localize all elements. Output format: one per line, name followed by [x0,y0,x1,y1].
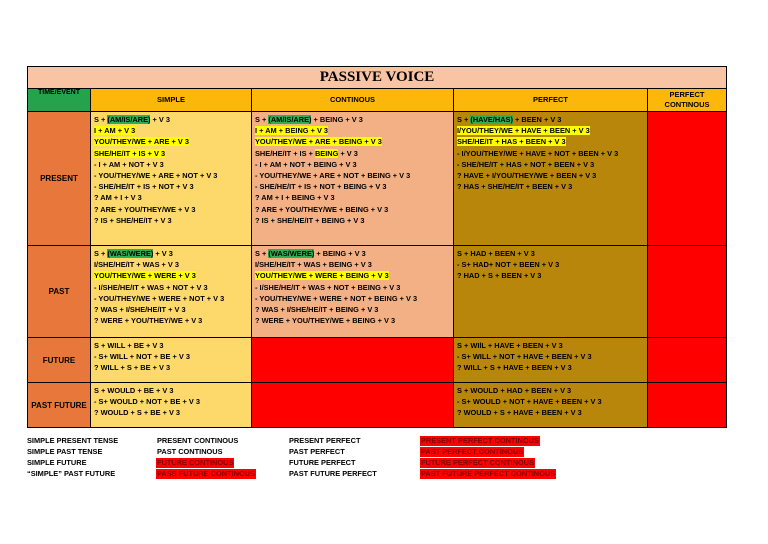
legend-item-red: PRESENT PERFECT CONTINOUS [421,436,539,445]
formula-segment: SHE/HE/IT + HAS + BEEN + V 3 [457,137,566,147]
formula-segment: ? HAD + S + BEEN + V 3 [457,271,542,281]
formula-line [457,136,644,147]
formula-line [94,270,248,281]
cell-past-future-simple [91,383,252,428]
formula-line [457,340,644,351]
formula-line [94,159,248,170]
formula-segment: (HAVE/HAS) [470,115,513,124]
formula-segment: - I/YOU/THEY/WE + HAVE + NOT + BEEN + V 3 [457,148,619,158]
formula-line [255,304,450,315]
header-simple: SIMPLE [91,89,252,112]
formula-segment: S + [457,115,471,124]
formula-segment: - I + AM + NOT + BEING + V 3 [255,159,357,169]
formula-segment: - SHE/HE/IT + IS + NOT + V 3 [94,182,194,192]
formula-line [255,148,450,159]
formula-line [94,362,248,373]
formula-segment: - YOU/THEY/WE + WERE + NOT + BEING + V 3 [255,293,418,303]
formula-line [94,396,248,407]
formula-segment: YOU/THEY/WE + WERE + BEING + V 3 [255,271,389,281]
formula-segment: I + AM + BEING + V 3 [255,126,329,136]
cell-future-continous [252,338,454,383]
cell-future-simple [91,338,252,383]
formula-line [255,293,450,304]
formula-line [94,136,248,147]
cell-past-simple [91,246,252,338]
formula-segment: - S+ WOULD + NOT + HAVE + BEEN + V 3 [457,397,602,407]
formula-segment: ? HAVE + I/YOU/THEY/WE + BEEN + V 3 [457,171,597,181]
legend-item: SIMPLE PAST TENSE [27,447,103,456]
formula-segment: ? IS + SHE/HE/IT + BEING + V 3 [255,215,365,225]
formula-line [94,170,248,181]
formula-line [94,148,248,159]
legend-item-red: FUTURE PERFECT CONTINOUS [421,458,534,467]
formula-segment: - YOU/THEY/WE + ARE + NOT + BEING + V 3 [255,171,411,181]
formula-segment: - I/SHE/HE/IT + WAS + NOT + V 3 [94,282,208,292]
row-label-present: PRESENT [28,112,91,246]
formula-segment: SHE/HE/IT + IS + V 3 [94,148,166,158]
formula-segment: SHE/HE/IT + IS + [255,148,315,158]
formula-line [94,114,248,125]
formula-line [94,192,248,203]
formula-line [255,170,450,181]
formula-segment: S + WOULD + BE + V 3 [94,386,174,395]
formula-segment: ? WERE + YOU/THEY/WE + BEING + V 3 [255,316,396,326]
formula-segment: I/YOU/THEY/WE + HAVE + BEEN + V 3 [457,126,590,136]
formula-line [94,204,248,215]
legend-item-red: PASS FUTURE CONTINOUS [157,469,255,478]
formula-line [94,215,248,226]
cell-past-future-perfect-continous [648,383,727,428]
formula-segment: ? WILL + S + BE + V 3 [94,363,171,373]
formula-segment: S + [94,115,108,124]
legend-item: PRESENT CONTINOUS [157,436,239,445]
formula-segment: + BEING + V 3 [314,249,366,258]
header-perfect: PERFECT [454,89,648,112]
formula-line [94,315,248,326]
formula-segment: S + WOULD + HAD + BEEN + V 3 [457,386,572,395]
legend-item: PAST PERFECT [289,447,345,456]
formula-line [94,293,248,304]
formula-segment: ? WERE + YOU/THEY/WE + V 3 [94,316,203,326]
cell-past-continous [252,246,454,338]
formula-line [255,192,450,203]
formula-segment: ? ARE + YOU/THEY/WE + V 3 [94,204,196,214]
formula-segment: YOU/THEY/WE + ARE + V 3 [94,137,190,147]
legend-item: FUTURE PERFECT [289,458,356,467]
legend-item: SIMPLE FUTURE [27,458,87,467]
formula-line [457,396,644,407]
formula-segment: - S+ WILL + NOT + HAVE + BEEN + V 3 [457,352,592,362]
formula-segment: ? IS + SHE/HE/IT + V 3 [94,215,172,225]
formula-segment: (WAS/WERE) [107,249,154,258]
legend-item-red: PAST FUTURE PERFECT CONTINOUS [421,469,556,478]
formula-segment: I/SHE/HE/IT + WAS + BEING + V 3 [255,260,372,270]
legend-item-red: FUTURE CONTINOUS [157,458,234,467]
legend-item: PAST FUTURE PERFECT [289,469,377,478]
formula-segment: S + [94,249,108,258]
formula-line [255,259,450,270]
row-label-future: FUTURE [28,338,91,383]
formula-segment: + V 3 [153,249,173,258]
formula-line [457,181,644,192]
cell-present-continous [252,112,454,246]
formula-line [457,385,644,396]
formula-segment: (AM/IS/ARE) [107,115,151,124]
header-perfect-continous: PERFECT CONTINOUS [648,89,727,112]
tense-legend [27,436,726,482]
formula-line [255,125,450,136]
formula-line [94,181,248,192]
row-label-past: PAST [28,246,91,338]
formula-line [255,215,450,226]
row-label-past-future: PAST FUTURE [28,383,91,428]
formula-segment: (AM/IS/ARE) [268,115,312,124]
formula-line [94,248,248,259]
formula-segment: - YOU/THEY/WE + WERE + NOT + V 3 [94,293,225,303]
cell-present-simple [91,112,252,246]
cell-present-perfect-continous [648,112,727,246]
formula-line [255,181,450,192]
formula-line [457,351,644,362]
formula-segment: I + AM + V 3 [94,126,136,136]
formula-line [457,270,644,281]
formula-segment: BEING [314,148,339,158]
cell-present-perfect [454,112,648,246]
formula-segment: - S+ WOULD + NOT + BE + V 3 [94,397,200,407]
formula-line [457,125,644,136]
formula-segment: S + [255,249,269,258]
formula-segment: S + WILL + BE + V 3 [94,341,164,350]
formula-line [255,282,450,293]
formula-segment: YOU/THEY/WE + ARE + BEING + V 3 [255,137,382,147]
formula-segment: S + WIlL + HAVE + BEEN + V 3 [457,341,563,350]
formula-line [457,114,644,125]
legend-item: SIMPLE PRESENT TENSE [27,436,119,445]
cell-future-perfect-continous [648,338,727,383]
formula-line [94,259,248,270]
cell-past-perfect [454,246,648,338]
formula-segment: (WAS/WERE) [268,249,315,258]
formula-segment: ? AM + I + BEING + V 3 [255,193,335,203]
formula-line [457,259,644,270]
formula-line [94,282,248,293]
formula-line [255,136,450,147]
formula-line [457,362,644,373]
formula-segment: + V 3 [150,115,171,124]
formula-line [94,351,248,362]
formula-line [255,270,450,281]
formula-segment: - S+ WILL + NOT + BE + V 3 [94,352,190,362]
formula-segment: ? WAS + I/SHE/HE/IT + BEING + V 3 [255,305,379,315]
formula-segment: + BEEN + V 3 [512,115,562,124]
formula-segment: ? WAS + I/SHE/HE/IT + V 3 [94,305,186,315]
header-continous: CONTINOUS [252,89,454,112]
legend-item: PAST CONTINOUS [157,447,223,456]
formula-segment: S + HAD + BEEN + V 3 [457,249,535,258]
formula-segment: + V 3 [338,148,358,158]
formula-segment: ? WOULD + S + BE + V 3 [94,408,181,418]
formula-segment: S + [255,115,269,124]
formula-segment: ? WILL + S + HAVE + BEEN + V 3 [457,363,572,373]
formula-line [94,125,248,136]
formula-line [94,304,248,315]
formula-line [457,248,644,259]
formula-line [457,170,644,181]
formula-line [94,407,248,418]
formula-segment: ? ARE + YOU/THEY/WE + BEING + V 3 [255,204,389,214]
legend-item-red: PAST PERFECT CONTINOUS [421,447,524,456]
formula-segment: I/SHE/HE/IT + WAS + V 3 [94,260,180,270]
formula-line [255,248,450,259]
formula-line [94,340,248,351]
cell-past-future-perfect [454,383,648,428]
formula-segment: + BEING + V 3 [311,115,363,124]
formula-segment: - SHE/HE/IT + HAS + NOT + BEEN + V 3 [457,159,595,169]
formula-line [94,385,248,396]
cell-future-perfect [454,338,648,383]
formula-line [255,114,450,125]
passive-voice-sheet [27,66,726,428]
legend-item: PRESENT PERFECT [289,436,361,445]
formula-line [255,315,450,326]
formula-line [457,159,644,170]
passive-voice-table [27,66,727,428]
formula-segment: YOU/THEY/WE + WERE + V 3 [94,271,196,281]
formula-line [457,407,644,418]
formula-segment: - I + AM + NOT + V 3 [94,159,164,169]
cell-past-future-continous [252,383,454,428]
formula-segment: - YOU/THEY/WE + ARE + NOT + V 3 [94,171,218,181]
formula-segment: ? AM + I + V 3 [94,193,142,203]
formula-line [255,204,450,215]
formula-segment: - I/SHE/HE/IT + WAS + NOT + BEING + V 3 [255,282,401,292]
formula-segment: - SHE/HE/IT + IS + NOT + BEING + V 3 [255,182,387,192]
formula-line [457,148,644,159]
formula-segment: - S+ HAD+ NOT + BEEN + V 3 [457,260,560,270]
cell-past-perfect-continous [648,246,727,338]
formula-segment: ? HAS + SHE/HE/IT + BEEN + V 3 [457,182,573,192]
formula-line [255,159,450,170]
legend-item: “SIMPLE” PAST FUTURE [27,469,116,478]
table-title: PASSIVE VOICE [28,67,727,89]
formula-segment: ? WOULD + S + HAVE + BEEN + V 3 [457,408,582,418]
header-time-event: TIME/EVENT [28,89,91,112]
